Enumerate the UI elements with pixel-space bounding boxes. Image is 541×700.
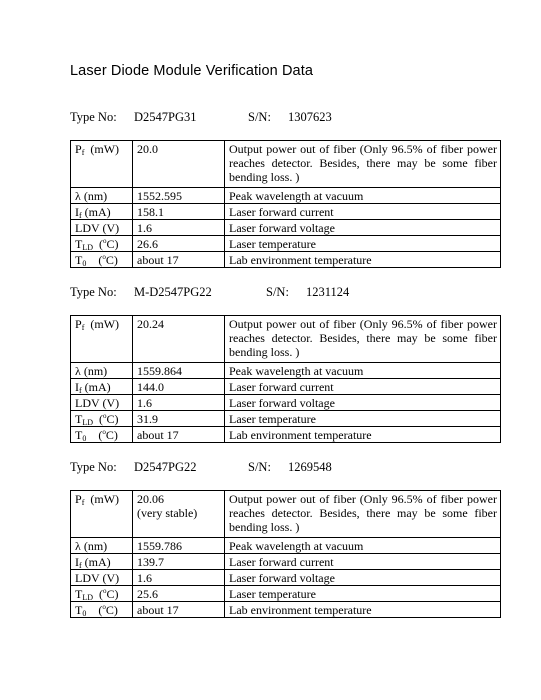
type-no-label: Type No: <box>70 110 117 124</box>
param-label: $P_f$ (mW) <box>71 141 133 188</box>
param-label: $P_f$ (mW) <box>71 491 133 538</box>
type-no-label: Type No: <box>70 285 117 299</box>
param-label: $I_f$ (mA) <box>71 204 133 220</box>
param-value: 1.6 <box>133 570 225 586</box>
param-label: LDV (V) <box>71 570 133 586</box>
param-description: Output power out of fiber (Only 96.5% of fiber power reaches detector. Besides, there may be some fiber bending loss. ) <box>225 316 501 363</box>
param-description: Laser forward current <box>225 554 501 570</box>
sn-label: S/N: <box>248 110 271 124</box>
table-row-pf <box>71 491 501 538</box>
param-description: Peak wavelength at vacuum <box>225 363 501 379</box>
sn-value: 1307623 <box>288 110 332 124</box>
table-row-pf <box>71 141 501 188</box>
spec-table <box>70 140 501 268</box>
table-row-ldv <box>71 220 501 236</box>
table-row-tld <box>71 236 501 252</box>
table-row-if <box>71 204 501 220</box>
document-title: Laser Diode Module Verification Data <box>70 63 313 79</box>
param-description: Lab environment temperature <box>225 602 501 618</box>
param-label: $T_{LD}$ ($^o$C) <box>71 236 133 252</box>
table-row-lambda <box>71 363 501 379</box>
sn-label: S/N: <box>248 460 271 474</box>
param-label: LDV (V) <box>71 395 133 411</box>
param-value: 1552.595 <box>133 188 225 204</box>
type-no-value: D2547PG22 <box>134 460 197 474</box>
param-description: Output power out of fiber (Only 96.5% of fiber power reaches detector. Besides, there may be some fiber bending loss. ) <box>225 141 501 188</box>
param-description: Peak wavelength at vacuum <box>225 538 501 554</box>
param-value: about 17 <box>133 602 225 618</box>
type-no-value: M-D2547PG22 <box>134 285 212 299</box>
param-description: Laser forward voltage <box>225 395 501 411</box>
param-description: Laser temperature <box>225 411 501 427</box>
spec-table <box>70 315 501 443</box>
param-value: 26.6 <box>133 236 225 252</box>
param-value: 25.6 <box>133 586 225 602</box>
param-label: λ (nm) <box>71 363 133 379</box>
param-value: 1.6 <box>133 220 225 236</box>
type-line <box>70 460 501 478</box>
param-description: Laser forward voltage <box>225 570 501 586</box>
param-description: Peak wavelength at vacuum <box>225 188 501 204</box>
param-value: about 17 <box>133 252 225 268</box>
module-block-1 <box>70 110 501 268</box>
param-value: 20.06 (very stable) <box>133 491 225 538</box>
table-row-if <box>71 379 501 395</box>
table-row-lambda <box>71 538 501 554</box>
param-value: 144.0 <box>133 379 225 395</box>
param-description: Laser forward current <box>225 379 501 395</box>
type-no-value: D2547PG31 <box>134 110 197 124</box>
param-description: Output power out of fiber (Only 96.5% of fiber power reaches detector. Besides, there may be some fiber bending loss. ) <box>225 491 501 538</box>
sn-label: S/N: <box>266 285 289 299</box>
table-row-t0 <box>71 427 501 443</box>
param-label: λ (nm) <box>71 538 133 554</box>
table-row-tld <box>71 586 501 602</box>
module-block-2 <box>70 285 501 443</box>
param-value: 31.9 <box>133 411 225 427</box>
spec-table <box>70 490 501 618</box>
param-value: 1559.786 <box>133 538 225 554</box>
param-value: about 17 <box>133 427 225 443</box>
param-description: Lab environment temperature <box>225 252 501 268</box>
table-row-ldv <box>71 570 501 586</box>
param-value: 20.0 <box>133 141 225 188</box>
sn-value: 1231124 <box>306 285 350 299</box>
param-value: 1.6 <box>133 395 225 411</box>
type-no-label: Type No: <box>70 460 117 474</box>
param-description: Lab environment temperature <box>225 427 501 443</box>
param-value: 139.7 <box>133 554 225 570</box>
param-description: Laser forward voltage <box>225 220 501 236</box>
table-row-lambda <box>71 188 501 204</box>
param-label: $T_{LD}$ ($^o$C) <box>71 586 133 602</box>
param-label: $T_{LD}$ ($^o$C) <box>71 411 133 427</box>
type-line <box>70 285 501 303</box>
table-row-if <box>71 554 501 570</box>
param-label: $T_0$ ($^o$C) <box>71 427 133 443</box>
type-line <box>70 110 501 128</box>
table-row-tld <box>71 411 501 427</box>
param-label: $I_f$ (mA) <box>71 554 133 570</box>
table-row-t0 <box>71 252 501 268</box>
param-description: Laser temperature <box>225 236 501 252</box>
table-row-t0 <box>71 602 501 618</box>
table-row-pf <box>71 316 501 363</box>
sn-value: 1269548 <box>288 460 332 474</box>
module-block-3 <box>70 460 501 618</box>
param-description: Laser temperature <box>225 586 501 602</box>
param-value: 1559.864 <box>133 363 225 379</box>
param-value: 158.1 <box>133 204 225 220</box>
param-value: 20.24 <box>133 316 225 363</box>
param-label: $T_0$ ($^o$C) <box>71 602 133 618</box>
param-label: $I_f$ (mA) <box>71 379 133 395</box>
param-label: LDV (V) <box>71 220 133 236</box>
param-label: $T_0$ ($^o$C) <box>71 252 133 268</box>
table-row-ldv <box>71 395 501 411</box>
param-label: $P_f$ (mW) <box>71 316 133 363</box>
param-label: λ (nm) <box>71 188 133 204</box>
param-description: Laser forward current <box>225 204 501 220</box>
